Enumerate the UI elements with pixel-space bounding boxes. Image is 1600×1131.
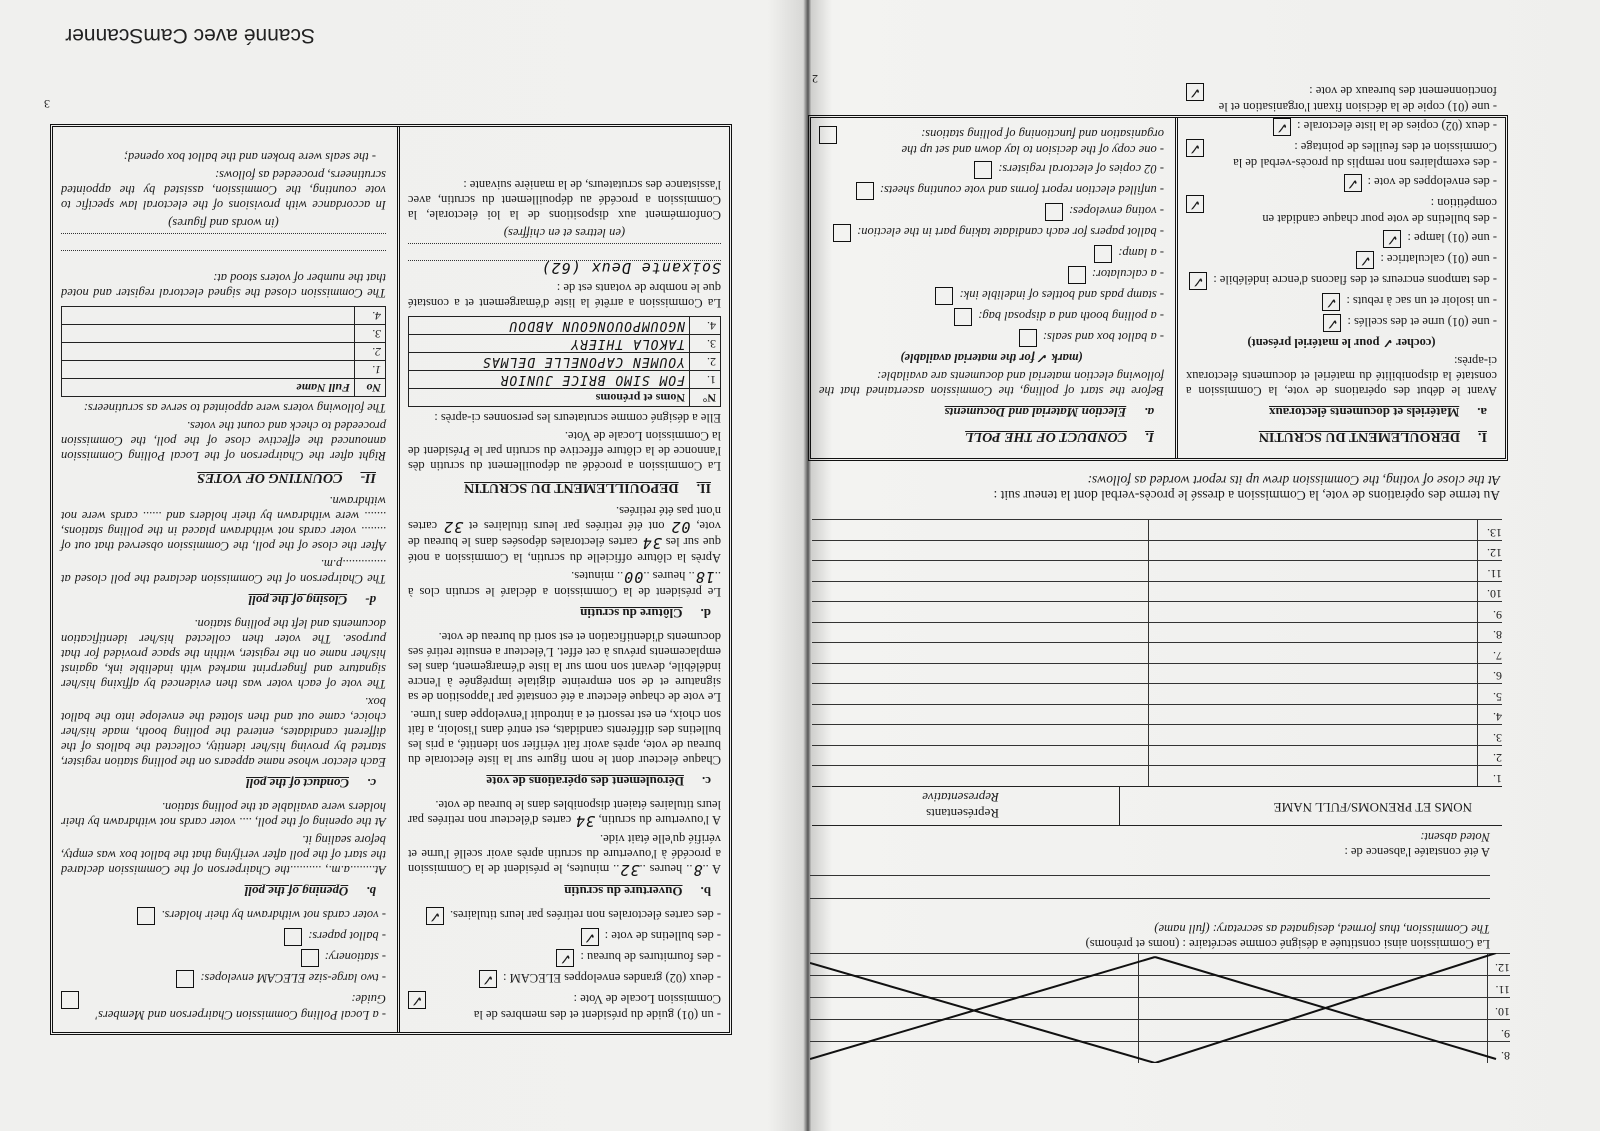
checklist-item: [819, 182, 1164, 200]
empty-checkbox[interactable]: [176, 970, 194, 988]
closing-text: The Chairperson of the Commission declared the poll closed at ..............p.m.: [61, 557, 386, 586]
subsection-title: Déroulement des opérations de vote: [486, 774, 684, 789]
section-title: COUNTING OF VOTES: [197, 470, 343, 485]
report-intro: [810, 473, 1500, 503]
scrutineers-intro: Elle a désigné comme scrutateurs les personnes ci-après :: [434, 411, 721, 425]
checklist-item: [819, 308, 1164, 326]
closing-cards-text: Après la clôture officielle du scrutin, la Commission a noté que sur les 34 cartes électorales déposées dans le bureau de vote, 02 ont été retirées par leurs titulaires et 32 cartes n'ont pas été retirées.: [407, 504, 721, 565]
section-title: DEPOUILLEMENT DU SCRUTIN: [464, 480, 679, 495]
english-column: - a Local Polling Commission Chairperson and Members' Guide: - two large-size ELECAM envelopes: - stationery: - ballot papers: - voter cards not withdrawn by their holders. b. Opening of the poll At........a.m., ..........the Chairperson of the Commission declared the start of the poll after verifying that the ballot box was empty, before sealing it. At the opening of the poll, .... voter cards not withdrawn by their holders were available at the polling station. c. Conduct of the poll Each elector whose name appears on the polling station register, started by proving his/her identity, collected the ballots of the different candidates, entered the polling booth, made his/her choice, came out and then slotted the envelope into the ballot box. The vote of each voter was then evidenced by affixing his/her signature and fingerprint marked with indelible ink, against his/her name on the register, within the space provided for that purpose. The voter then collected his/her identification documents and left the polling station. d- Closing of the poll The Chairperson of the Commission declared the poll closed at ..............p.m. After the close of the poll, the Commission observed that out of ........ voter cards not withdrawn placed in the polling stations, ....... were withdrawn by their holders and ...... cards were not withdrawn. II- COUNTING OF VOTES Right after the Chairperson of the Local Polling Commission announced the effective close of the poll, the Commission proceeded to check and count the votes. The following voters were appointed to serve as scrutineers: No Full Name 1. 2. 3. 4. The Commission closed the signed electoral register and noted that the number of voters stood at: (in words and figures) In accordance with provisions of the electoral law specific to vote counting, the Commission, assisted by the appointed scrutineers, proceeded as follows: - the seals were broken and the ballot box opened;: [61, 150, 386, 1022]
checked-checkbox[interactable]: ✓: [1322, 293, 1340, 311]
checklist-label: - a lamp:: [1118, 246, 1164, 260]
table-row: 1. FOM SIMO BRICE JUNIOR: [409, 371, 721, 389]
secretary-label: [810, 921, 1490, 951]
checklist-item: [408, 949, 721, 967]
counting-text: Right after the Chairperson of the Local Polling Commission announced the effective close of the poll, the Commission proceeded to check and count the votes.: [61, 419, 386, 463]
subsection-title: Election Material and Documents: [944, 405, 1127, 420]
table-row: 2.: [62, 343, 386, 361]
table-row: [812, 622, 1502, 643]
checklist-label: - des exemplaires non remplis du procès-verbal de la Commission et des feuilles de pointage :: [1233, 140, 1497, 170]
checked-checkbox[interactable]: ✓: [479, 970, 497, 988]
checklist-label: - un (01) guide du président et des membres de la Commission Locale de Vote :: [473, 992, 721, 1022]
section-i-english: I. CONDUCT OF THE POLL a. Election Material and Documents Before the start of polling, the Commission ascertained that the following election material and documents are available: (mark ✓ for the material available) - a ballot box and seals: - a polling booth and a disposal bag: - stamp pads and bottles of indelible ink: - a calculator: - a lamp: - ballot papers for each candidate taking part in the election: - voting envelopes: - unfilled election report forms and vote counting sheets: - 02 copies of electoral registers: - one copy of the decision to lay down and set up the organisation and functioning of polling stations:: [819, 127, 1164, 444]
checklist-item: [1186, 272, 1497, 290]
checked-checkbox[interactable]: ✓: [1186, 139, 1204, 157]
checklist-item: [1186, 195, 1497, 227]
closing-text: Le président de la Commission a déclaré le scrutin clos à ..18.. heures ..00.. minutes.: [408, 568, 721, 599]
absent-en: Noted absent:: [1420, 830, 1490, 844]
checklist-label: - a Local Polling Commission Chairperson and Members' Guide:: [95, 992, 386, 1022]
table-row: [812, 520, 1502, 541]
checklist-label: - des fournitures de bureau :: [580, 950, 721, 964]
checked-checkbox[interactable]: ✓: [408, 991, 426, 1009]
empty-checkbox[interactable]: [936, 287, 954, 305]
secretary-fr: La Commission ainsi constituée a désigné comme secrétaire : (noms et prénoms): [1085, 937, 1490, 951]
table-row: 3.: [62, 325, 386, 343]
checklist-label: - ballot papers:: [308, 929, 386, 943]
absent-fr: A été constatée l'absence de :: [1344, 845, 1490, 859]
checklist-label: - a ballot box and seals:: [1042, 330, 1164, 344]
checklist-item: [408, 970, 721, 988]
checklist-label: - des bulletins de vote :: [604, 929, 721, 943]
voters-text: The Commission closed the signed electoral register and noted that the number of voters stood at:: [61, 271, 386, 300]
empty-checkbox[interactable]: [974, 161, 992, 179]
table-row: [812, 540, 1502, 561]
checklist-item: [1186, 314, 1497, 332]
section-title: CONDUCT OF THE POLL: [965, 429, 1128, 444]
closing-minutes: 00: [623, 568, 644, 586]
row-number: 1.: [1477, 767, 1502, 787]
table-row: [812, 745, 1502, 766]
checklist-item: [1186, 83, 1497, 115]
checklist-item: [1186, 139, 1497, 171]
checked-checkbox[interactable]: ✓: [1344, 174, 1362, 192]
secretary-lines: [810, 875, 1490, 921]
checked-checkbox[interactable]: ✓: [1186, 83, 1204, 101]
secretary-en: The Commission, thus formed, designated as secretary: (full name): [1154, 922, 1490, 936]
checklist-item: [819, 161, 1164, 179]
checklist-label: - des bulletins de vote pour chaque candidat en compétition :: [1262, 196, 1497, 226]
checked-checkbox[interactable]: ✓: [581, 928, 599, 946]
subsection-title: Conduct of the poll: [246, 776, 349, 791]
table-row: 4.: [62, 307, 386, 325]
empty-checkbox[interactable]: [954, 308, 972, 326]
checklist-item: [819, 224, 1164, 242]
checklist-item: [819, 245, 1164, 263]
section-i-box: [808, 84, 1508, 461]
row-number: 5.: [1477, 685, 1502, 705]
checklist-label: - two large-size ELECAM envelopes:: [200, 971, 386, 985]
hint-text: (mark ✓ for the material available): [900, 351, 1083, 365]
checklist-label: - deux (02) copies de la liste électorale :: [1297, 119, 1497, 133]
cross-line: [1155, 953, 1496, 1063]
row-number: 12.: [1477, 541, 1502, 561]
counting-step: - the seals were broken and the ballot box opened;: [123, 150, 376, 164]
voters-hint: (in words and figures): [168, 216, 279, 230]
checklist-item: [1186, 174, 1497, 192]
checklist-label: - une (01) calculatrice :: [1380, 252, 1497, 266]
empty-checkbox[interactable]: [1094, 245, 1112, 263]
hint-text: (cocher ✓ pour le matériel présent): [1247, 336, 1436, 350]
opening-hour: 8: [692, 861, 703, 879]
voters-count: Soixante Deux (62): [408, 260, 721, 277]
checked-checkbox[interactable]: ✓: [426, 907, 444, 925]
checklist-item: [61, 907, 386, 925]
checklist-item: [1186, 293, 1497, 311]
intro-text: Before the start of polling, the Commission ascertained that the following election material and documents are available:: [819, 369, 1164, 398]
checklist-label: - a polling booth and a disposal bag:: [978, 309, 1164, 323]
empty-checkbox[interactable]: [1045, 203, 1063, 221]
scrutineers-table: No Full Name 1. 2. 3. 4.: [61, 306, 386, 397]
cross-out-marks: [810, 953, 1510, 1063]
table-row: 11.: [810, 975, 1510, 997]
report-intro-fr: Au terme des opérations de vote, la Commission a dressé le procès-verbal dont la teneur suit :: [993, 488, 1500, 503]
checklist-item: [408, 991, 721, 1023]
checklist-label: - un isoloir et un sac à rebuts :: [1346, 294, 1497, 308]
cross-line: [810, 963, 1155, 1063]
checklist-label: - une (01) copie de la décision fixant l'organisation et le fonctionnement des bureaux de vote :: [1218, 84, 1497, 114]
opening-minutes: 32: [619, 861, 640, 879]
conduct-text: Le vote de chaque électeur a été constaté par l'apposition de sa signature et de son empreinte digitale imprégnée à l'encre indélébile, devant son nom sur la liste d'émargement, dans les emplacements prévus à cet effet. L'électeur a ensuite retiré ses documents d'identification et est sorti du bureau de vote.: [408, 630, 721, 704]
opening-text: At........a.m., ..........the Chairperson of the Commission declared the start of the poll after verifying that the ballot box was empty, before sealing it.: [61, 833, 386, 877]
table-row: 12.: [810, 953, 1510, 975]
counting-procedure-text: In accordance with provisions of the electoral law specific to vote counting, the Commission, assisted by the appointed scrutineers, proceeded as follows:: [61, 168, 386, 212]
checklist-label: - deux (02) grandes enveloppes ELECAM :: [503, 971, 721, 985]
checklist-label: - des tampons encreurs et des flacons d'encre indélébile :: [1213, 273, 1497, 287]
counting-procedure-text: Conformément aux dispositions de la loi électorale, la Commission a procédé au dépouillement du scrutin, avec l'assistance des scrutateurs, de la manière suivante :: [408, 178, 721, 222]
checklist-item: [819, 203, 1164, 221]
checklist-item: [1186, 251, 1497, 269]
checklist-label: - une (01) lampe :: [1407, 231, 1497, 245]
checklist-label: - voter cards not withdrawn by their holders.: [161, 908, 386, 922]
row-number: 6.: [1477, 664, 1502, 684]
checked-checkbox[interactable]: ✓: [1383, 230, 1401, 248]
table-row: [812, 704, 1502, 725]
empty-checkbox[interactable]: [301, 949, 319, 967]
scrutineer-name: NGOUMPOUONGOUN ABDOU: [409, 317, 690, 335]
section-title: DEROULEMENT DU SCRUTIN: [1258, 429, 1461, 444]
table-row: [812, 602, 1502, 623]
camscanner-watermark: Scanné avec CamScanner: [65, 24, 315, 47]
checklist-label: - voting envelopes:: [1068, 204, 1164, 218]
subsection-title: Ouverture du scrutin: [564, 884, 683, 899]
french-column: - un (01) guide du président et des membres de la Commission Locale de Vote : ✓ - deux (02) grandes enveloppes ELECAM : ✓ - des fournitures de bureau : ✓ - des bulletins de vote : ✓ - des cartes électorales non retirées par leurs titulaires. ✓ b. Ouverture du scrutin A ..8.. heures ..32.. minutes, le président de la Commission a procédé à l'ouverture du scrutin après avoir scellé l'urne et vérifié qu'elle était vide. A l'ouverture du scrutin, 34 cartes d'électeur non retirées par leurs titulaires étaient disponibles dans le bureau de vote. c. Déroulement des opérations de vote Chaque électeur dont le nom figure sur la liste électorale du bureau de vote, après avoir fait vérifier son identité, a pris les bulletins des différents candidats, est entré dans l'isoloir, a fait son choix, en est ressorti et a introduit l'enveloppe dans l'urne. Le vote de chaque électeur a été constaté par l'apposition de sa signature et de son empreinte digitale imprégnée à l'encre indélébile, devant son nom sur la liste d'émargement, dans les emplacements prévus à cet effet. L'électeur a ensuite retiré ses documents d'identification et est sorti du bureau de vote. d. Clôture du scrutin Le président de la Commission a déclaré le scrutin clos à ..18.. heures ..00.. minutes. Après la clôture officielle du scrutin, la Commission a noté que sur les 34 cartes électorales déposées dans le bureau de vote, 02 ont été retirées par leurs titulaires et 32 cartes n'ont pas été retirées. II. DEPOUILLEMENT DU SCRUTIN La Commission a procédé au dépouillement du scrutin dès l'annonce de la clôture effective du scrutin par le Président de la Commission Locale de Vote. Elle a désigné comme scrutateurs les personnes ci-après : N° Noms et prénoms 1. FOM SIMO BRICE JUNIOR 2. YOUMEN CAPONELLE DELMAS 3. TAKOLA THIERY 4. NGOUMPOUONGOUN ABDOU La Commission a arrêté la liste d'émargement et a constaté que le nombre de votants est de : Soixante Deux (62) (en lettres et en chiffres) Conformément aux dispositions de la loi électorale, la Commission a procédé au dépouillement du scrutin, avec l'assistance des scrutateurs, de la manière suivante :: [397, 127, 729, 1032]
empty-checkbox[interactable]: [819, 126, 837, 144]
checklist-item: [819, 266, 1164, 284]
opening-cards-text: At the opening of the poll, .... voter cards not withdrawn by their holders were available at the polling station.: [61, 800, 386, 829]
table-row: 4. NGOUMPOUONGOUN ABDOU: [409, 317, 721, 335]
conduct-text: Chaque électeur dont le nom figure sur la liste électorale du bureau de vote, après avoir fait vérifier son identité, a pris les bulletins des différents candidats, est entré dans l'isoloir, a fait son choix, en est ressorti et a introduit l'enveloppe dans l'urne.: [408, 708, 721, 767]
opening-cards-text: A l'ouverture du scrutin, 34 cartes d'électeur non retirées par leurs titulaires étaient disponibles dans le bureau de vote.: [408, 798, 721, 830]
table-row: 9.: [810, 1019, 1510, 1041]
checklist-item: [408, 907, 721, 925]
checklist-item: [61, 991, 386, 1023]
row-number: 7.: [1477, 644, 1502, 664]
checked-checkbox[interactable]: ✓: [556, 949, 574, 967]
header-rep-en: Representative: [922, 790, 999, 805]
cross-line: [810, 957, 1155, 1059]
scrutineers-table: N° Noms et prénoms 1. FOM SIMO BRICE JUNIOR 2. YOUMEN CAPONELLE DELMAS 3. TAKOLA THIERY 4. NGOUMPOUONGOUN ABDOU: [408, 316, 721, 407]
empty-checkbox[interactable]: [833, 224, 851, 242]
row-number: 11.: [1477, 562, 1502, 582]
opening-cards: 34: [574, 812, 595, 830]
closing-hour: 18: [694, 568, 715, 586]
table-row: 1.: [62, 361, 386, 379]
empty-checkbox[interactable]: [137, 907, 155, 925]
table-row: [812, 725, 1502, 746]
checked-checkbox[interactable]: ✓: [1323, 314, 1341, 332]
checked-checkbox[interactable]: ✓: [1186, 195, 1204, 213]
row-number: 2.: [1477, 746, 1502, 766]
empty-checkbox[interactable]: [61, 991, 79, 1009]
checklist-label: - one copy of the decision to lay down and set up the organisation and functioning of polling stations:: [901, 127, 1164, 157]
checklist-label: - a calculator:: [1091, 267, 1164, 281]
scrutineer-name: YOUMEN CAPONELLE DELMAS: [409, 353, 690, 371]
subsection-title: Matériels et documents électoraux: [1269, 405, 1460, 420]
table-row: 2. YOUMEN CAPONELLE DELMAS: [409, 353, 721, 371]
checklist-label: - stamp pads and bottles of indelible ink:: [959, 288, 1164, 302]
table-row: 3. TAKOLA THIERY: [409, 335, 721, 353]
table-row: [812, 581, 1502, 602]
table-row: 8.: [810, 1041, 1510, 1063]
checklist-label: - stationery:: [324, 950, 386, 964]
checked-checkbox[interactable]: ✓: [1273, 118, 1291, 136]
intro-text: Avant le début des opérations de vote, la Commission a constaté la disponibilité du matériel et documents électoraux ci-après:: [1186, 354, 1497, 398]
voters-text: La Commission a arrêté la liste d'émargement et a constaté que le nombre de votants est de :: [408, 281, 721, 310]
row-number: 13.: [1477, 521, 1502, 541]
counting-text: La Commission a procédé au dépouillement du scrutin dès l'annonce de la clôture effective du scrutin par le Président de la Commission Locale de Vote.: [408, 429, 721, 473]
checklist-item: [61, 928, 386, 946]
empty-checkbox[interactable]: [1068, 266, 1086, 284]
scrutineer-name: FOM SIMO BRICE JUNIOR: [409, 371, 690, 389]
checklist-item: [819, 287, 1164, 305]
conduct-text: Each elector whose name appears on the polling station register, started by proving his/her identity, collected the ballots of the different candidates, entered the polling booth, made his/her choice, came out and then slotted the envelope into the ballot box.: [61, 695, 386, 769]
checklist-item: [819, 126, 1164, 158]
subsection-title: Clôture du scrutin: [580, 606, 683, 621]
checklist-label: - 02 copies of electoral registers:: [998, 162, 1164, 176]
voters-hint: (en lettres et en chiffres): [503, 226, 626, 240]
row-number: 9.: [1477, 603, 1502, 623]
checklist-item: [61, 949, 386, 967]
row-number: 3.: [1477, 726, 1502, 746]
checklist-item: [408, 928, 721, 946]
table-row: 10.: [810, 997, 1510, 1019]
checklist-label: - des cartes électorales non retirées par leurs titulaires.: [449, 908, 721, 922]
checklist-item: [61, 970, 386, 988]
section-i-french: I. DEROULEMENT DU SCRUTIN a. Matériels et documents électoraux Avant le début des opérations de vote, la Commission a constaté la disponibilité du matériel et documents électoraux ci-après: (cocher ✓ pour le matériel présent) - une (01) urne et des scellés : ✓ - un isoloir et un sac à rebuts : ✓ - des tampons encreurs et des flacons d'encre indélébile : ✓ - une (01) calculatrice : ✓ - une (01) lampe : ✓ - des bulletins de vote pour chaque candidat en compétition : ✓ - des enveloppes de vote : ✓ - des exemplaires non remplis du procès-verbal de la Commission et des feuilles de pointage : ✓ - deux (02) copies de la liste électorale : ✓ - une (01) copie de la décision fixant l'organisation et le fonctionnement des bureaux de vote : ✓: [1175, 118, 1505, 458]
crossed-members-table: [810, 953, 1510, 1063]
header-full-name: NOMS ET PRENOMS/FULL NAME: [1119, 787, 1502, 825]
table-row: [812, 643, 1502, 664]
scrutineer-name: TAKOLA THIERY: [409, 335, 690, 353]
closing-cards-text: After the close of the poll, the Commission observed that out of ........ voter cards not withdrawn placed in the polling stations, ....... were withdrawn by their holders and ...... cards were not withdrawn.: [61, 494, 386, 553]
checklist-label: - unfilled election report forms and vote counting sheets:: [879, 183, 1164, 197]
table-row: [812, 766, 1502, 787]
page-number: 2: [812, 72, 818, 86]
checklist-item: [819, 329, 1164, 347]
row-number: 4.: [1477, 705, 1502, 725]
header-rep-fr: Représentants: [926, 806, 999, 821]
opening-text: A ..8.. heures ..32.. minutes, le président de la Commission a procédé à l'ouverture du scrutin après avoir scellé l'urne et vérifié qu'elle était vide.: [407, 832, 721, 879]
checked-checkbox[interactable]: ✓: [1189, 272, 1207, 290]
checklist-label: - des enveloppes de vote :: [1367, 175, 1497, 189]
checklist-label: - ballot papers for each candidate taking part in the election:: [857, 225, 1164, 239]
report-intro-en: At the close of voting, the Commission drew up its report worded as follows:: [1087, 473, 1500, 488]
checklist-label: - une (01) urne et des scellés :: [1347, 315, 1497, 329]
empty-checkbox[interactable]: [1019, 329, 1037, 347]
checklist-item: [1186, 230, 1497, 248]
scrutineers-intro: The following voters were appointed to serve as scrutineers:: [83, 401, 386, 415]
subsection-title: Closing of the poll: [248, 593, 348, 608]
empty-checkbox[interactable]: [856, 182, 874, 200]
row-number: 8.: [1477, 623, 1502, 643]
conduct-text: The vote of each voter was then evidenced by affixing his/her signature and fingerprint marked with indelible ink, against his/her name on the register, within the space provided for that purpose. The voter then collected his/her identification documents and left the polling station.: [61, 617, 386, 691]
page-number: 3: [44, 97, 50, 111]
table-row: [812, 561, 1502, 582]
table-row: [812, 684, 1502, 705]
absent-label: [810, 829, 1490, 859]
right-page-box: [50, 124, 732, 1035]
table-row: [812, 663, 1502, 684]
subsection-title: Opening of the poll: [244, 884, 349, 899]
empty-checkbox[interactable]: [284, 928, 302, 946]
row-number: 10.: [1477, 582, 1502, 602]
checklist-item: [1186, 118, 1497, 136]
checked-checkbox[interactable]: ✓: [1356, 251, 1374, 269]
representatives-table: [812, 520, 1502, 827]
